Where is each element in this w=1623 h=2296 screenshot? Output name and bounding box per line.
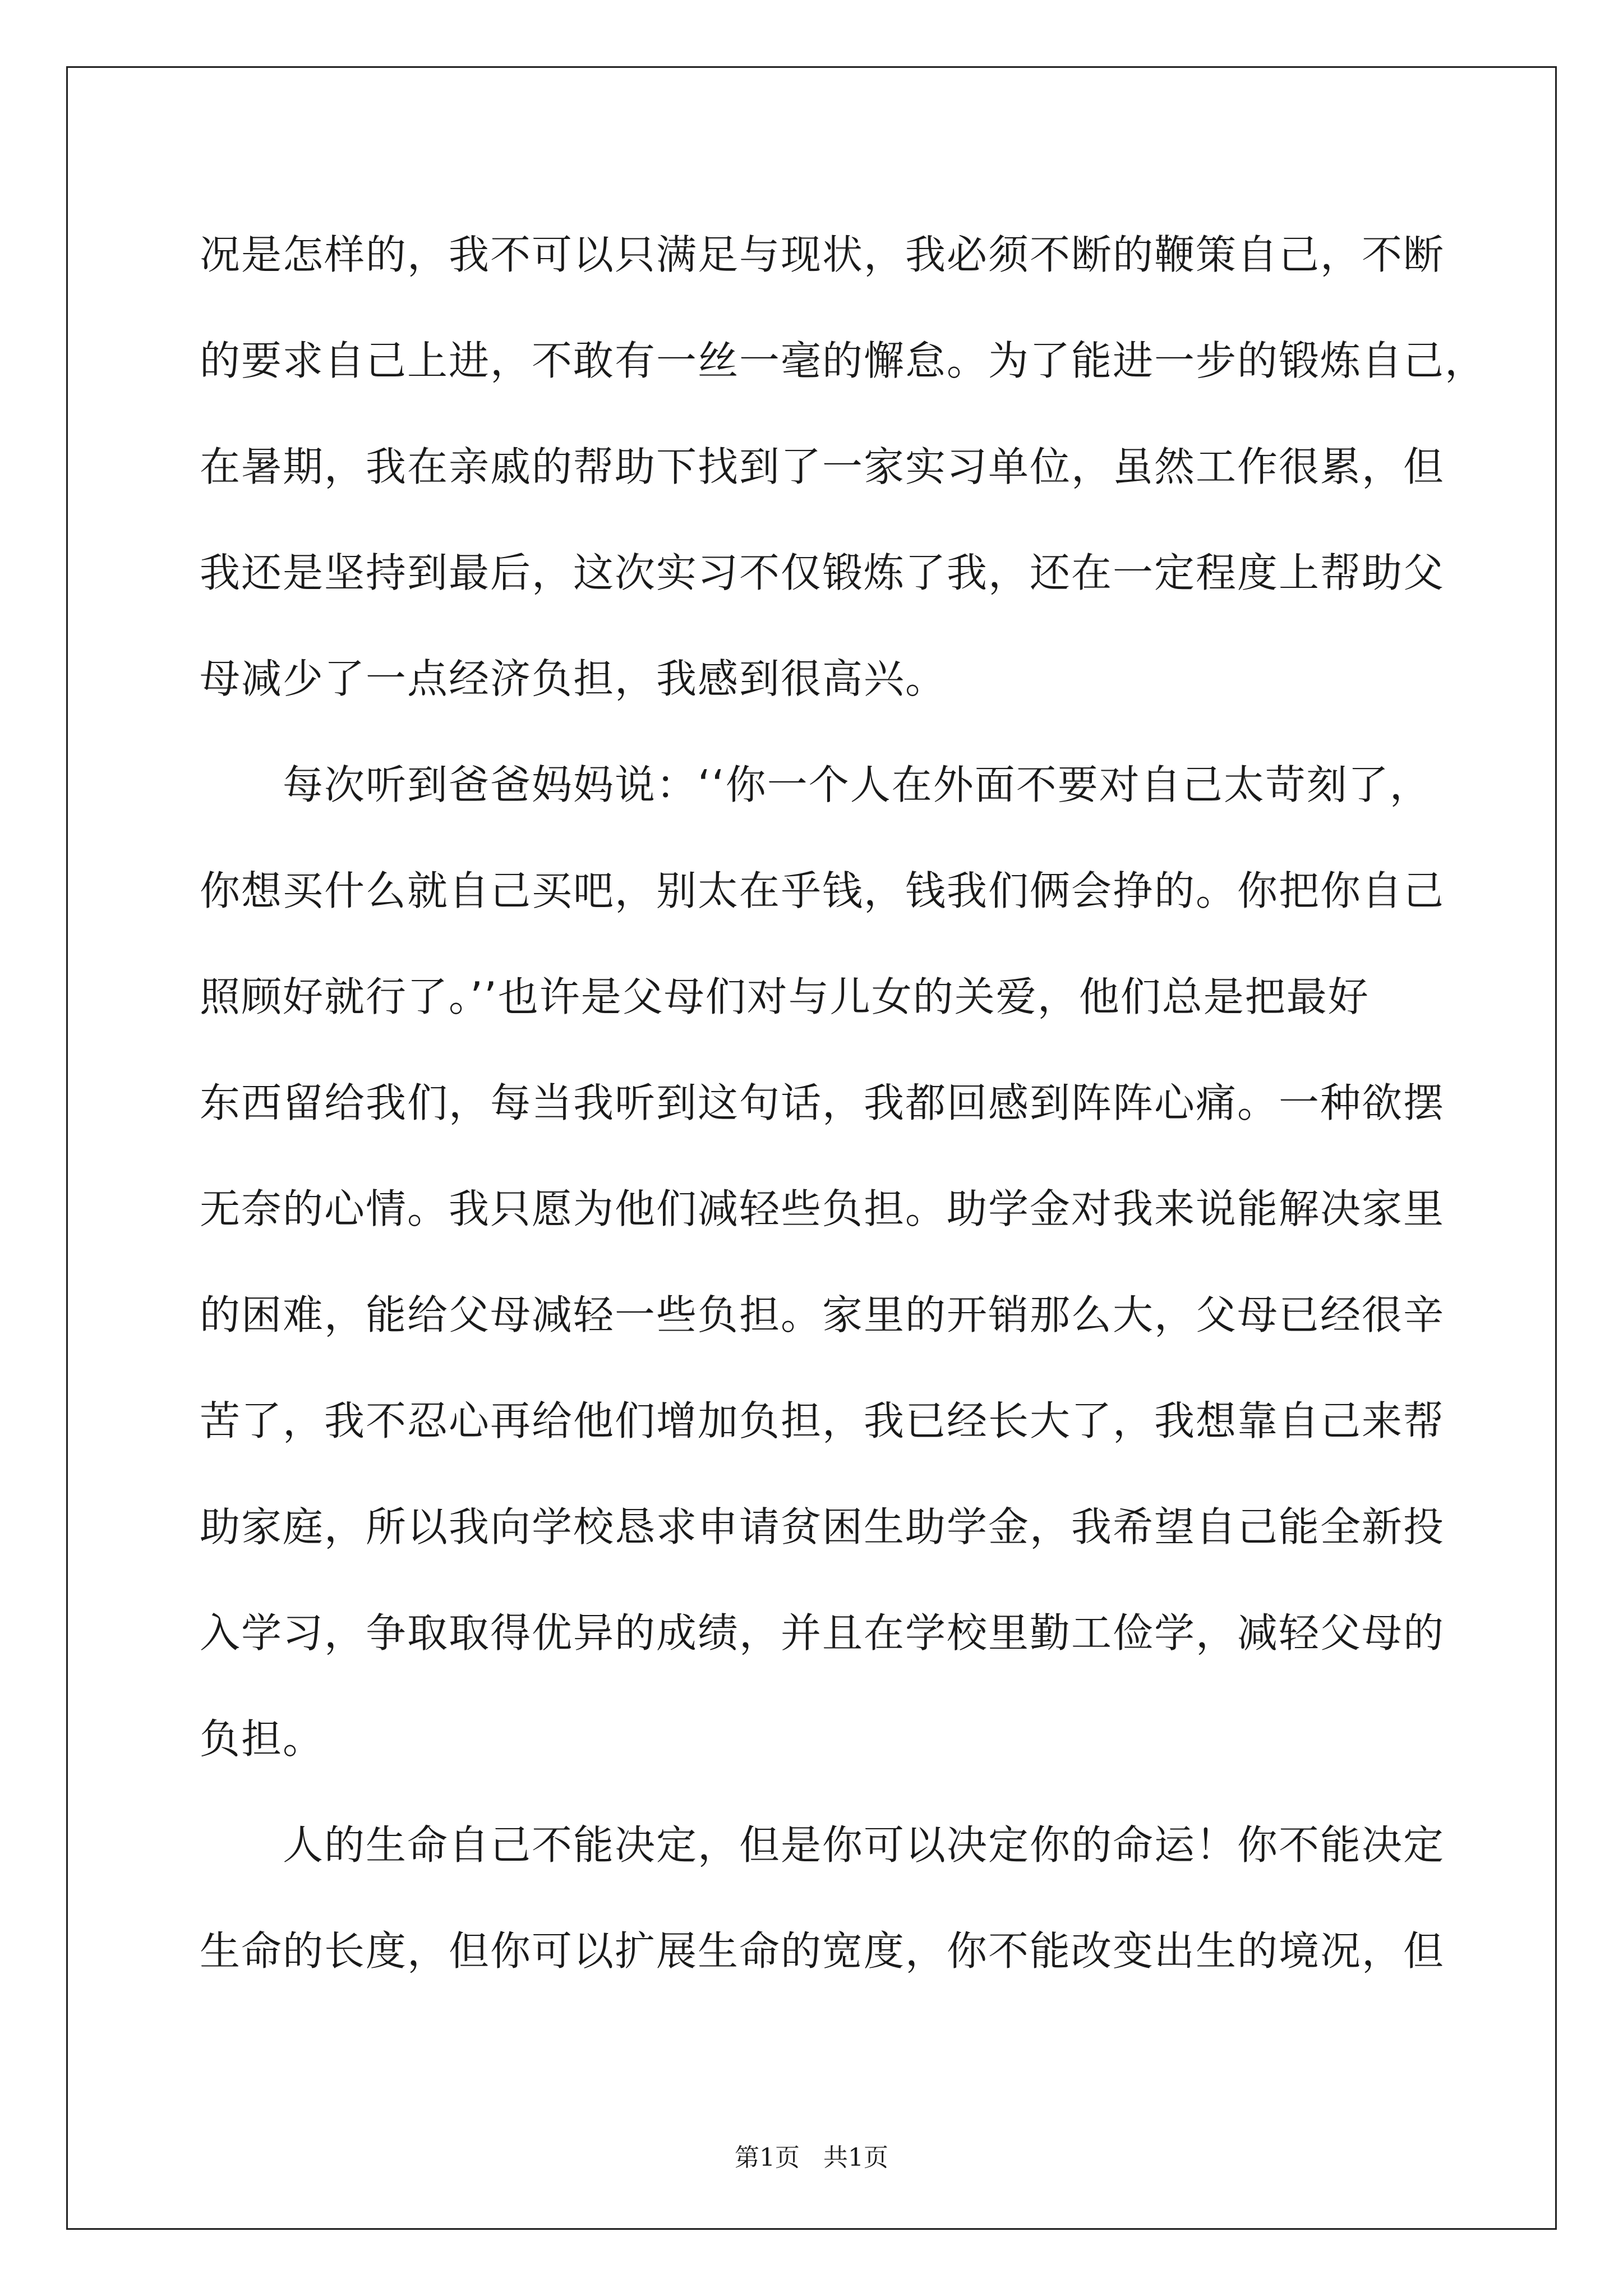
text-line: 的要求自己上进，不敢有一丝一毫的懈怠。为了能进一步的锻炼自己， bbox=[200, 337, 1487, 384]
text-line: 母减少了一点经济负担，我感到很高兴。 bbox=[200, 655, 947, 702]
page-number: 第1页 bbox=[735, 2143, 800, 2172]
text-line: 助家庭，所以我向学校恳求申请贫困生助学金，我希望自己能全新投 bbox=[200, 1503, 1445, 1550]
text-line: 你想买什么就自己买吧，别太在乎钱，钱我们俩会挣的。你把你自己 bbox=[200, 867, 1445, 914]
paragraph-2 bbox=[200, 732, 1445, 1792]
text-line: 在暑期，我在亲戚的帮助下找到了一家实习单位，虽然工作很累，但 bbox=[200, 443, 1445, 490]
paragraph-3 bbox=[200, 1792, 1445, 2004]
paragraph-1 bbox=[200, 202, 1487, 732]
text-line: 每次听到爸爸妈妈说：‘‘你一个人在外面不要对自己太苛刻了， bbox=[200, 761, 1431, 808]
document-body bbox=[200, 202, 1487, 2004]
text-line: 无奈的心情。我只愿为他们减轻些负担。助学金对我来说能解决家里 bbox=[200, 1185, 1445, 1232]
text-line: 东西留给我们，每当我听到这句话，我都回感到阵阵心痛。一种欲摆 bbox=[200, 1079, 1445, 1126]
page-total: 共1页 bbox=[823, 2143, 888, 2172]
text-line: 况是怎样的，我不可以只满足与现状，我必须不断的鞭策自己，不断 bbox=[200, 231, 1445, 278]
text-line: 人的生命自己不能决定，但是你可以决定你的命运！你不能决定 bbox=[200, 1821, 1445, 1869]
text-line: 苦了，我不忍心再给他们增加负担，我已经长大了，我想靠自己来帮 bbox=[200, 1397, 1445, 1444]
text-line: 生命的长度，但你可以扩展生命的宽度，你不能改变出生的境况，但 bbox=[200, 1927, 1445, 1975]
text-line: 入学习，争取取得优异的成绩，并且在学校里勤工俭学，减轻父母的 bbox=[200, 1609, 1445, 1657]
text-line: 负担。 bbox=[200, 1715, 325, 1763]
text-line: 的困难，能给父母减轻一些负担。家里的开销那么大，父母已经很辛 bbox=[200, 1291, 1445, 1338]
text-line: 我还是坚持到最后，这次实习不仅锻炼了我，还在一定程度上帮助父 bbox=[200, 549, 1445, 596]
page-footer bbox=[0, 2137, 1623, 2173]
text-line: 照顾好就行了。’’也许是父母们对与儿女的关爱，他们总是把最好 bbox=[200, 973, 1370, 1020]
